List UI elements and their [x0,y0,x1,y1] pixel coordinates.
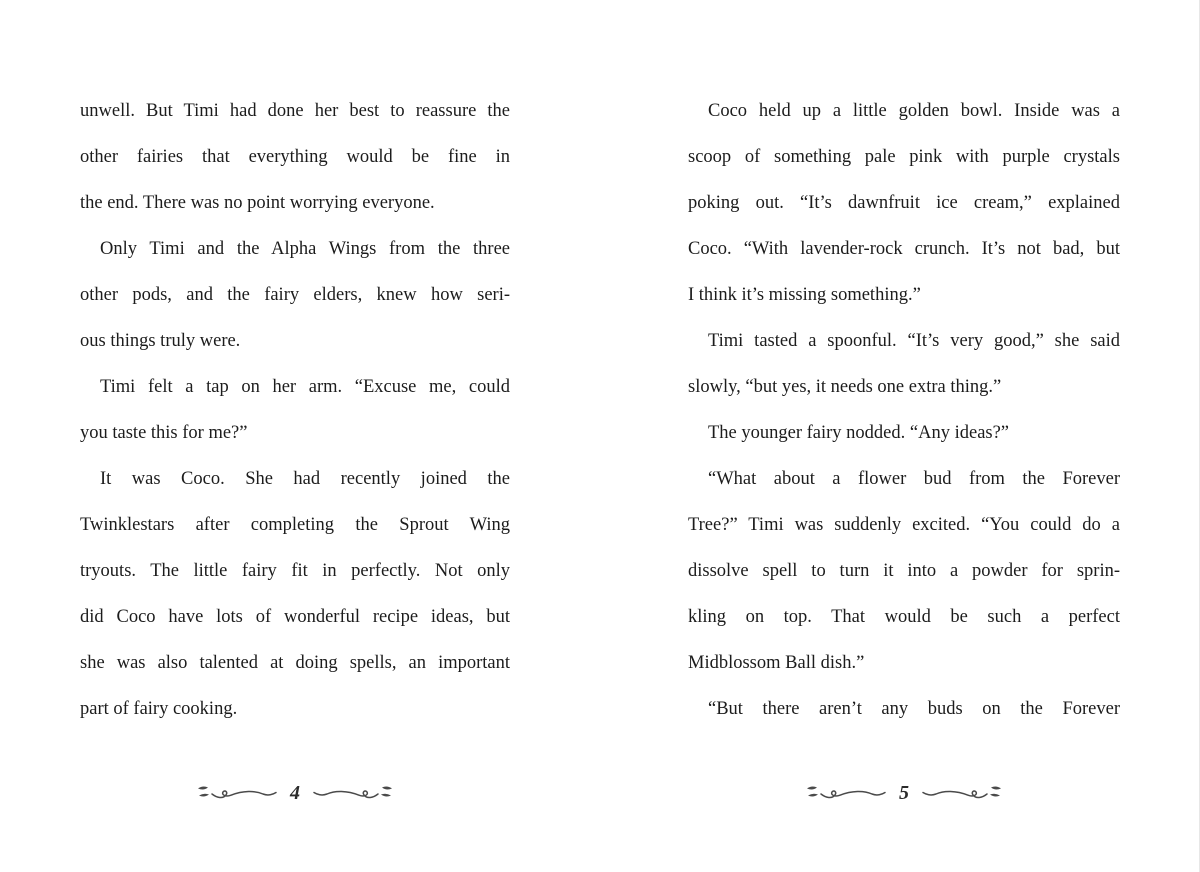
text-line: other fairies that everything would be fine in [80,147,510,167]
page-number: 4 [290,782,300,804]
text-line: unwell. But Timi had done her best to reassure the [80,101,510,121]
page-footer [80,772,510,814]
text-line: “What about a flower bud from the Forever [708,469,1120,489]
text-line: dissolve spell to turn it into a powder for sprin- [688,561,1120,581]
text-line: Coco held up a little golden bowl. Inside was a [708,101,1120,121]
text-line: she was also talented at doing spells, an important [80,653,510,673]
text-line: poking out. “It’s dawnfruit ice cream,” explained [688,193,1120,213]
text-line: Coco. “With lavender-rock crunch. It’s not bad, but [688,239,1120,259]
flourish-right-icon [922,782,1002,804]
page-number: 5 [899,782,909,804]
text-line: “But there aren’t any buds on the Forever [708,699,1120,719]
text-line: did Coco have lots of wonderful recipe ideas, but [80,607,510,627]
text-line: Timi felt a tap on her arm. “Excuse me, could [100,377,510,397]
page-right [600,0,1200,872]
text-block [80,88,510,732]
text-line: ous things truly were. [80,331,241,351]
text-line: part of fairy cooking. [80,699,238,719]
text-line: you taste this for me?” [80,423,248,443]
flourish-right-icon [313,782,393,804]
text-line: Only Timi and the Alpha Wings from the three [100,239,510,259]
text-block [688,88,1120,732]
text-line: tryouts. The little fairy fit in perfectly. Not only [80,561,510,581]
text-line: I think it’s missing something.” [688,285,921,305]
flourish-left-icon [197,782,277,804]
text-line: other pods, and the fairy elders, knew how seri- [80,285,510,305]
flourish-left-icon [806,782,886,804]
text-line: Midblossom Ball dish.” [688,653,865,673]
text-line: scoop of something pale pink with purple crystals [688,147,1120,167]
text-line: The younger fairy nodded. “Any ideas?” [708,423,1010,443]
text-line: Timi tasted a spoonful. “It’s very good,” she said [708,331,1120,351]
text-line: It was Coco. She had recently joined the [100,469,510,489]
text-line: kling on top. That would be such a perfect [688,607,1120,627]
text-line: Tree?” Timi was suddenly excited. “You could do a [688,515,1120,535]
text-line: slowly, “but yes, it needs one extra thing.” [688,377,1002,397]
text-line: the end. There was no point worrying everyone. [80,193,435,213]
text-line: Twinklestars after completing the Sprout Wing [80,515,510,535]
page-footer [688,772,1120,814]
